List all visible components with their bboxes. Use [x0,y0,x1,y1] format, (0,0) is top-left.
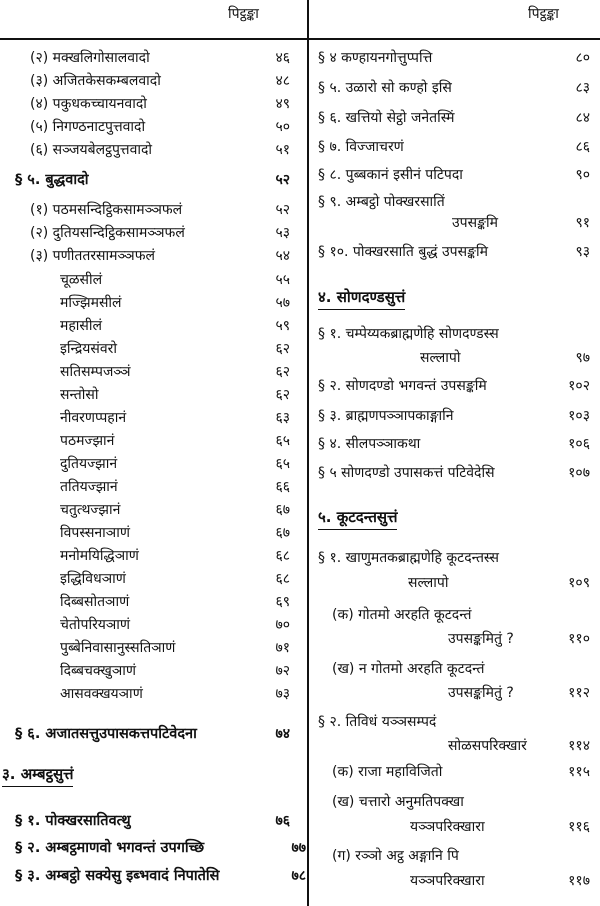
right-heading-underline [318,309,405,310]
right-entry-page-number: १०६ [568,436,590,452]
right-entry-title: उपसङ्कमितुं ? [448,631,514,647]
right-entry-title: सोळसपरिक्खारं [448,738,527,754]
left-entry-title: मज्झिमसीलं [60,295,122,311]
right-entry-title: उपसङ्कमि [452,215,498,231]
left-entry-title: आसवक्खयञाणं [60,686,143,702]
left-entry-page-number: ७१ [275,640,290,656]
left-entry-title: § ६. अजातसत्तुउपासकत्तपटिवेदना [15,726,197,742]
left-entry-page-number: ७३ [275,686,290,702]
right-entry-page-number: १०७ [568,465,590,481]
right-entry-page-number: ११४ [568,738,590,754]
right-entry-title: § १. खाणुमतकब्राह्मणेहि कूटदन्तस्स [318,550,499,566]
left-entry-page-number: ५२ [275,172,290,188]
left-entry-page-number: ६८ [275,571,290,587]
left-entry-title: मनोमयिद्धिञाणं [60,548,139,564]
right-entry-page-number: ८३ [575,80,590,96]
right-entry-title: § २. सोणदण्डो भगवन्तं उपसङ्कमि [318,378,487,394]
right-entry-title: सल्लापो [408,575,449,591]
right-entry-page-number: ११२ [568,685,590,701]
right-entry-page-number: १०३ [568,408,590,424]
left-entry-title: इन्द्रियसंवरो [60,341,117,357]
left-entry-title: (२) मक्खलिगोसालवादो [30,50,150,66]
left-entry-title: (३) अजितकेसकम्बलवादो [30,73,161,89]
left-entry-title: महासीलं [60,318,103,334]
right-entry-page-number: ८६ [575,139,590,155]
left-entry-page-number: ६७ [275,525,290,541]
right-entry-title: § ४ कण्हायनगोत्तुप्पत्ति [318,50,433,66]
left-entry-page-number: ५१ [275,142,290,158]
left-entry-title: § ५. बुद्धवादो [15,172,89,188]
left-entry-title: (४) पकुधकच्चायनवादो [30,96,147,112]
left-entry-page-number: ६७ [275,502,290,518]
left-entry-title: ततियज्झानं [60,479,118,495]
right-entry-title: सल्लापो [420,350,461,366]
right-entry-title: § १. चम्पेय्यकब्राह्मणेहि सोणदण्डस्स [318,326,499,342]
right-entry-page-number: १०९ [568,575,590,591]
left-entry-page-number: ६९ [275,594,290,610]
right-entry-title: (क) राजा महाविजितो [332,764,443,780]
right-entry-title: ५. कूटदन्तसुत्तं [318,508,398,526]
left-entry-page-number: ५४ [275,248,290,264]
right-entry-page-number: ९७ [575,350,590,366]
left-entry-page-number: ७७ [291,840,306,856]
right-entry-title: § ३. ब्राह्मणपञ्ञापकाङ्गानि [318,408,454,424]
left-entry-title: चेतोपरियञाणं [60,617,131,633]
left-entry-page-number: ६३ [275,410,290,426]
page-number-header-left: पिट्ठङ्का [228,6,259,22]
left-entry-title: ३. अम्बट्ठसुत्तं [2,765,74,783]
left-entry-page-number: ७० [275,617,290,633]
left-heading-underline [2,786,73,787]
right-entry-page-number: ९० [575,167,590,183]
left-entry-page-number: ६६ [275,479,290,495]
right-entry-title: § ८. पुब्बकानं इसीनं पटिपदा [318,167,463,183]
right-entry-title: (ग) रञ्ञो अट्ठ अङ्गानि पि [332,848,459,864]
right-entry-title: § ९. अम्बट्ठो पोक्खरसातिं [318,194,445,210]
page-number-header-right: पिट्ठङ्का [528,6,559,22]
right-entry-title: § १०. पोक्खरसाति बुद्धं उपसङ्कमि [318,244,488,260]
left-entry-page-number: ६२ [275,341,290,357]
right-entry-title: उपसङ्कमितुं ? [448,685,514,701]
left-entry-title: विपस्सनाञाणं [60,525,130,541]
left-entry-page-number: ४८ [275,73,290,89]
left-entry-title: नीवरणप्पहानं [60,410,127,426]
left-entry-title: पठमज्झानं [60,433,115,449]
left-entry-title: सतिसम्पजञ्ञं [60,364,131,380]
right-entry-title: § २. तिविधं यञ्ञसम्पदं [318,714,437,730]
left-entry-title: दिब्बचक्खुञाणं [60,663,137,679]
left-entry-title: पुब्बेनिवासानुस्सतिञाणं [60,640,176,656]
left-entry-title: § ३. अम्बट्ठो सक्येसु इब्भवादं निपातेसि [15,868,220,884]
column-divider [307,0,309,906]
right-entry-title: (ख) न गोतमो अरहति कूटदन्तं [332,661,485,677]
left-entry-page-number: ५२ [275,202,290,218]
right-heading-underline [318,529,397,530]
right-entry-page-number: ८० [575,50,590,66]
header-rule-right [309,38,600,40]
left-entry-title: § १. पोक्खरसातिवत्थु [15,813,131,829]
left-entry-page-number: ७८ [291,868,306,884]
right-entry-page-number: ११६ [568,819,590,835]
left-entry-title: चतुत्थज्झानं [60,502,121,518]
left-entry-title: (२) दुतियसन्दिट्ठिकसामञ्ञफलं [30,225,185,241]
left-entry-page-number: ६५ [275,456,290,472]
left-entry-page-number: ५३ [275,225,290,241]
left-entry-page-number: ५० [275,119,290,135]
left-entry-title: (६) सञ्जयबेलट्ठपुत्तवादो [30,142,153,158]
right-entry-title: § ५. उळारो सो कण्हो इसि [318,80,452,96]
right-entry-title: ४. सोणदण्डसुत्तं [318,288,406,306]
left-entry-page-number: ७४ [275,726,290,742]
left-entry-title: इद्धिविधञाणं [60,571,126,587]
right-entry-page-number: ९१ [575,215,590,231]
left-entry-page-number: ६२ [275,387,290,403]
left-entry-page-number: ७२ [275,663,290,679]
left-entry-page-number: ४६ [275,50,290,66]
left-entry-page-number: ५५ [275,272,290,288]
left-entry-page-number: ५७ [275,295,290,311]
right-entry-page-number: ८४ [575,110,590,126]
right-entry-title: (ख) चत्तारो अनुमतिपक्खा [332,794,464,810]
right-entry-page-number: ९३ [575,244,590,260]
right-entry-title: यञ्ञपरिक्खारा [410,819,485,835]
right-entry-title: § ६. खत्तियो सेट्ठो जनेतस्मिं [318,110,455,126]
right-entry-title: § ७. विज्जाचरणं [318,139,404,155]
header-rule-left [0,38,307,40]
left-entry-page-number: ६२ [275,364,290,380]
left-entry-title: (१) पठमसन्दिट्ठिकसामञ्ञफलं [30,202,183,218]
right-entry-title: (क) गोतमो अरहति कूटदन्तं [332,607,472,623]
left-entry-page-number: ७६ [275,813,290,829]
left-entry-page-number: ६५ [275,433,290,449]
right-entry-page-number: १०२ [568,378,590,394]
right-entry-page-number: ११० [568,631,590,647]
left-entry-title: दुतियज्झानं [60,456,118,472]
right-entry-title: § ५ सोणदण्डो उपासकत्तं पटिवेदेसि [318,465,495,481]
right-entry-title: § ४. सीलपञ्ञाकथा [318,436,421,452]
left-entry-title: (५) निगण्ठनाटपुत्तवादो [30,119,146,135]
right-entry-page-number: ११७ [568,873,590,889]
left-entry-title: दिब्बसोतञाणं [60,594,130,610]
left-entry-page-number: ४९ [275,96,290,112]
left-entry-page-number: ५९ [275,318,290,334]
left-entry-title: सन्तोसो [60,387,99,403]
left-entry-title: § २. अम्बट्ठमाणवो भगवन्तं उपगच्छि [15,840,205,856]
right-entry-page-number: ११५ [568,764,590,780]
left-entry-page-number: ६८ [275,548,290,564]
left-entry-title: चूळसीलं [60,272,103,288]
left-entry-title: (३) पणीततरसामञ्ञफलं [30,248,155,264]
right-entry-title: यञ्ञपरिक्खारा [410,873,485,889]
